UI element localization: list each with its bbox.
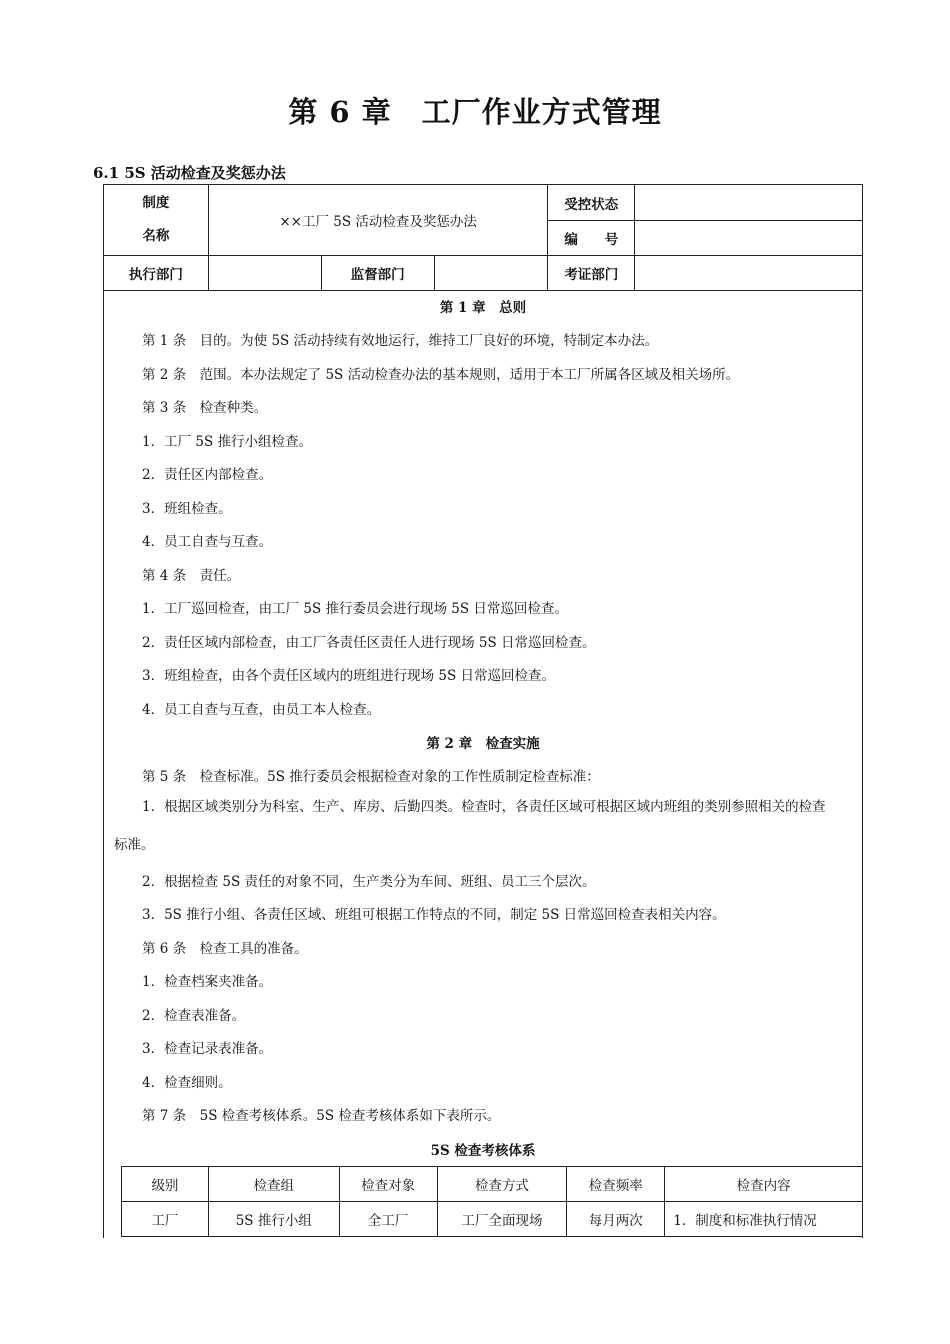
table-cell: 工厂全面现场	[437, 1202, 567, 1237]
article-line: 1．工厂 5S 推行小组检查。	[142, 434, 313, 450]
table-header-cell: 检查内容	[665, 1167, 863, 1202]
verify-dept-label: 考证部门	[548, 256, 635, 291]
table-cell: 工厂	[122, 1202, 209, 1237]
zhidu-label: 制度	[142, 195, 170, 211]
mingcheng-label: 名称	[142, 228, 170, 244]
verify-dept-value	[635, 256, 863, 291]
article-line: 2．责任区内部检查。	[142, 467, 273, 483]
article-line: 第 1 条 目的。为使 5S 活动持续有效地运行，维持工厂良好的环境，特制定本办法。	[142, 333, 659, 349]
section-title: 6.1 5S 活动检查及奖惩办法	[93, 164, 286, 182]
article-line-wrapped: 1．根据区域类别分为科室、生产、库房、后勤四类。检查时，各责任区域可根据区域内班组的类别参照相关的检查标准。	[114, 799, 826, 853]
supervise-dept-value	[434, 256, 548, 291]
article-line: 4．检查细则。	[142, 1075, 232, 1091]
article-line: 3．班组检查。	[142, 501, 232, 517]
chapter-1-heading: 第 1 章 总则	[439, 300, 527, 316]
table-cell: 5S 推行小组	[208, 1202, 339, 1237]
table-cell: 全工厂	[339, 1202, 437, 1237]
exec-dept-value	[208, 256, 321, 291]
article-line: 第 2 条 范围。本办法规定了 5S 活动检查办法的基本规则，适用于本工厂所属各区域及相关场所。	[142, 367, 740, 383]
doc-name-value: ××工厂 5S 活动检查及奖惩办法	[208, 185, 548, 256]
article-line: 1．检查档案夹准备。	[142, 974, 273, 990]
doc-name-label	[104, 185, 209, 256]
article-line: 第 3 条 检查种类。	[142, 400, 268, 416]
table-header-cell: 检查组	[208, 1167, 339, 1202]
chapter-2-heading: 第 2 章 检查实施	[426, 736, 540, 752]
article-line: 2．检查表准备。	[142, 1008, 246, 1024]
table-header-cell: 检查频率	[567, 1167, 665, 1202]
table-row	[122, 1202, 863, 1237]
header-table	[103, 184, 863, 291]
article-line: 3．检查记录表准备。	[142, 1041, 273, 1057]
article-line: 2．根据检查 5S 责任的对象不同，生产类分为车间、班组、员工三个层次。	[142, 874, 596, 890]
doc-number-value	[635, 221, 863, 256]
exec-dept-label: 执行部门	[104, 256, 209, 291]
sub-table-title: 5S 检查考核体系	[430, 1143, 536, 1159]
table-cell: 1．制度和标准执行情况	[665, 1202, 863, 1237]
table-header-cell: 检查方式	[437, 1167, 567, 1202]
article-line: 第 6 条 检查工具的准备。	[142, 941, 308, 957]
article-line: 第 4 条 责任。	[142, 568, 241, 584]
table-header-cell: 检查对象	[339, 1167, 437, 1202]
controlled-status-label: 受控状态	[548, 185, 635, 221]
body-content-box	[103, 290, 863, 1238]
page-title: 第 6 章 工厂作业方式管理	[288, 95, 662, 129]
doc-number-label: 编 号	[548, 221, 635, 256]
controlled-status-value	[635, 185, 863, 221]
table-cell: 每月两次	[567, 1202, 665, 1237]
article-line: 2．责任区域内部检查，由工厂各责任区责任人进行现场 5S 日常巡回检查。	[142, 635, 596, 651]
table-header-row	[122, 1167, 863, 1202]
article-line: 4．员工自查与互查，由员工本人检查。	[142, 702, 381, 718]
inspection-system-table	[121, 1166, 863, 1237]
table-header-cell: 级别	[122, 1167, 209, 1202]
article-line: 第 5 条 检查标准。5S 推行委员会根据检查对象的工作性质制定检查标准：	[142, 769, 600, 785]
article-line: 3．5S 推行小组、各责任区域、班组可根据工作特点的不同，制定 5S 日常巡回检查表相关内容。	[142, 907, 726, 923]
article-line: 第 7 条 5S 检查考核体系。5S 检查考核体系如下表所示。	[142, 1108, 501, 1124]
article-line: 3．班组检查，由各个责任区域内的班组进行现场 5S 日常巡回检查。	[142, 668, 556, 684]
supervise-dept-label: 监督部门	[321, 256, 434, 291]
article-line: 4．员工自查与互查。	[142, 534, 273, 550]
article-line: 1．工厂巡回检查，由工厂 5S 推行委员会进行现场 5S 日常巡回检查。	[142, 601, 568, 617]
